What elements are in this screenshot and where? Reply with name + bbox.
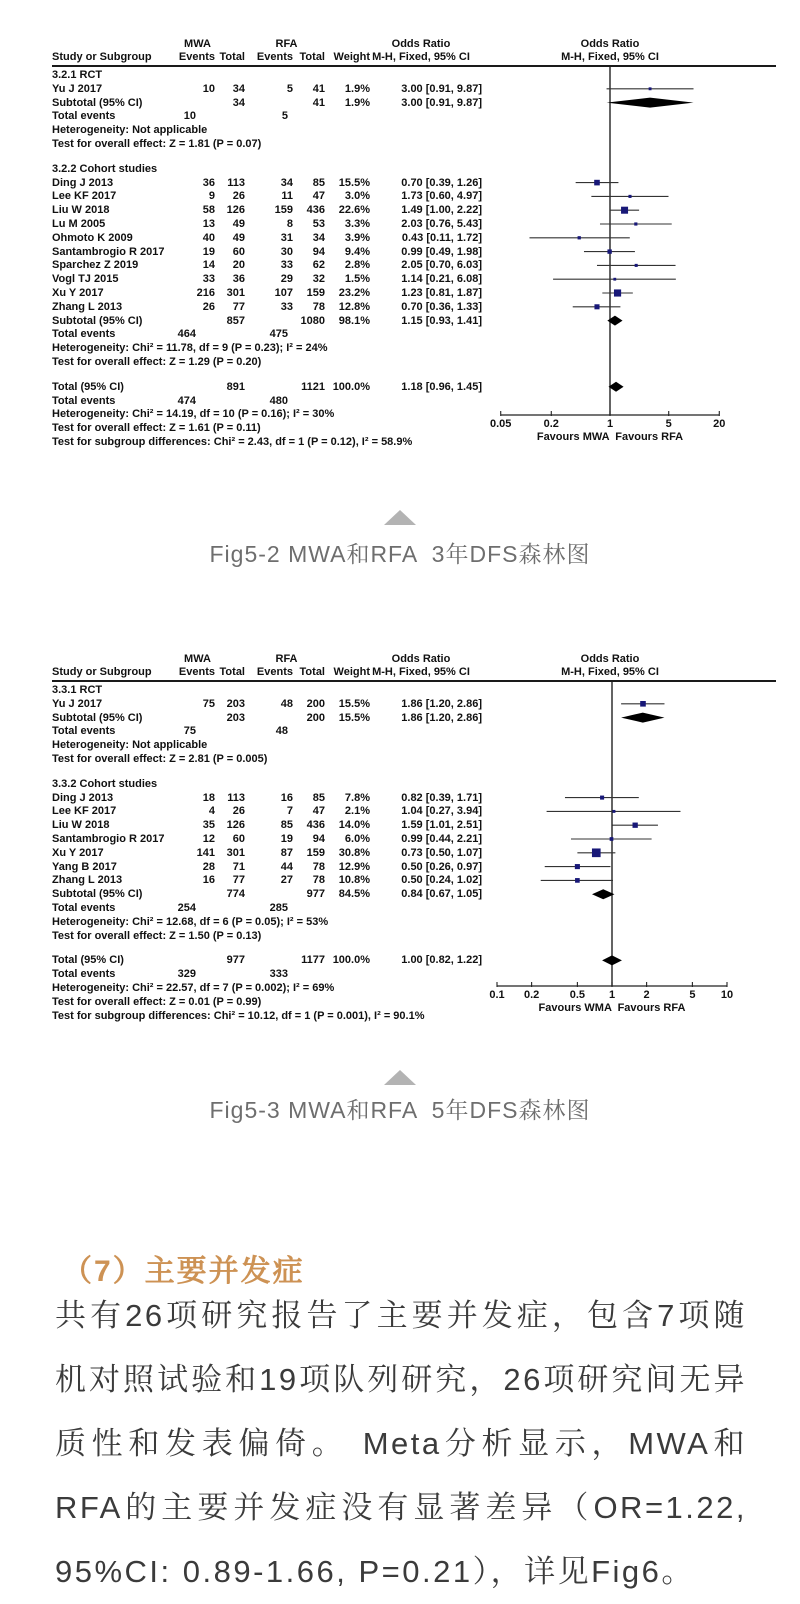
forest-cell: 203 xyxy=(226,711,245,724)
col-header-events-rfa: Events xyxy=(256,666,293,678)
axis-tick-label: 2 xyxy=(643,989,650,1001)
forest-cell: 1.5% xyxy=(344,273,370,286)
forest-cell: 29 xyxy=(280,273,293,286)
cell-or-ci: 1.04 [0.27, 3.94] xyxy=(401,805,482,818)
axis-tick-label: 5 xyxy=(665,418,672,430)
row-label: Total (95% CI) xyxy=(52,380,124,393)
forest-cell: 20 xyxy=(232,259,245,272)
axis-tick-label: 10 xyxy=(720,989,734,1001)
forest-cell: 62 xyxy=(312,259,325,272)
forest-cell: 94 xyxy=(312,245,325,258)
forest-cell: 107 xyxy=(274,287,293,299)
forest-cell: 977 xyxy=(306,888,325,901)
row-label: 3.3.2 Cohort studies xyxy=(52,777,158,790)
row-label: Zhang L 2013 xyxy=(52,300,123,313)
row-label: Test for overall effect: Z = 1.29 (P = 0.20) xyxy=(52,356,262,368)
forest-cell: 60 xyxy=(232,833,245,845)
forest-cell: 13 xyxy=(202,218,215,230)
row-label: 3.2.2 Cohort studies xyxy=(52,162,158,175)
cell-or-ci: 2.05 [0.70, 6.03] xyxy=(401,259,482,272)
cell-or-ci: 1.14 [0.21, 6.08] xyxy=(401,273,482,286)
row-label: Yu J 2017 xyxy=(52,697,103,710)
col-group-rfa: RFA xyxy=(275,653,298,665)
axis-tick-label: 0.1 xyxy=(489,989,505,1001)
row-label: Yang B 2017 xyxy=(52,860,117,873)
row-label: Heterogeneity: Chi² = 22.57, df = 7 (P = 0.002); I² = 69% xyxy=(52,982,335,994)
forest-cell: 28 xyxy=(202,860,215,873)
forest-cell: 3.0% xyxy=(344,190,370,203)
row-label: Heterogeneity: Not applicable xyxy=(52,124,208,137)
forest-cell: 5 xyxy=(281,110,288,123)
forest-cell: 71 xyxy=(232,860,245,873)
forest-cell: 203 xyxy=(226,697,245,710)
forest-cell: 301 xyxy=(226,287,245,299)
forest-cell: 75 xyxy=(202,697,215,710)
forest-cell: 60 xyxy=(232,245,245,258)
plot-header-method: M-H, Fixed, 95% CI xyxy=(561,51,659,63)
forest-cell: 49 xyxy=(232,218,245,230)
forest-cell: 36 xyxy=(202,176,215,189)
forest-cell: 87 xyxy=(280,846,293,859)
forest-cell: 78 xyxy=(312,300,325,313)
forest-cell: 216 xyxy=(196,287,215,299)
forest-cell: 9.4% xyxy=(344,245,370,258)
col-header-method: M-H, Fixed, 95% CI xyxy=(372,51,470,63)
row-label: Xu Y 2017 xyxy=(52,287,104,299)
forest-cell: 26 xyxy=(232,190,245,203)
forest-cell: 22.6% xyxy=(338,204,370,217)
forest-cell: 200 xyxy=(306,697,325,710)
col-header-weight: Weight xyxy=(333,666,370,678)
row-label: Liu W 2018 xyxy=(52,204,110,217)
forest-cell: 285 xyxy=(269,902,288,914)
forest-cell: 857 xyxy=(226,314,245,327)
forest-cell: 159 xyxy=(306,287,325,299)
axis-favours-label: Favours MWA Favours RFA xyxy=(536,431,684,443)
forest-cell: 200 xyxy=(306,711,325,724)
forest-cell: 34 xyxy=(232,82,245,95)
axis-tick-label: 20 xyxy=(713,418,726,430)
forest-cell: 41 xyxy=(312,82,325,95)
col-header-events-mwa: Events xyxy=(178,666,215,678)
cell-or-ci: 1.86 [1.20, 2.86] xyxy=(401,697,482,710)
forest-cell: 126 xyxy=(226,204,245,217)
cell-or-ci: 0.73 [0.50, 1.07] xyxy=(401,846,482,859)
forest-cell: 1.9% xyxy=(344,82,370,95)
cell-or-ci: 1.73 [0.60, 4.97] xyxy=(401,190,482,203)
row-label: Heterogeneity: Chi² = 11.78, df = 9 (P = 0.23); I² = 24% xyxy=(52,342,328,355)
forest-cell: 7 xyxy=(286,805,293,818)
header-rule xyxy=(52,680,776,682)
cell-or-ci: 0.50 [0.24, 1.02] xyxy=(401,874,482,887)
col-group-odds-ratio: Odds Ratio xyxy=(391,38,451,50)
col-header-total-rfa: Total xyxy=(299,51,325,63)
forest-cell: 30.8% xyxy=(338,846,370,859)
cell-or-ci: 1.49 [1.00, 2.22] xyxy=(401,204,482,217)
row-label: Test for overall effect: Z = 1.61 (P = 0.11) xyxy=(52,422,261,435)
forest-cell: 3.3% xyxy=(344,218,370,230)
row-label: Total events xyxy=(52,394,116,407)
forest-cell: 1177 xyxy=(301,954,325,967)
row-label: Test for subgroup differences: Chi² = 10.12, df = 1 (P = 0.001), I² = 90.1% xyxy=(52,1009,425,1022)
forest-cell: 2.8% xyxy=(344,259,370,272)
forest-cell: 333 xyxy=(269,968,288,981)
cell-or-ci: 1.18 [0.96, 1.45] xyxy=(401,380,482,393)
col-group-rfa: RFA xyxy=(275,38,298,50)
forest-cell: 47 xyxy=(312,805,325,818)
forest-plot-fig5-3 xyxy=(0,650,800,1035)
forest-cell: 85 xyxy=(312,791,325,804)
row-label: Total events xyxy=(52,328,116,341)
forest-cell: 10 xyxy=(202,82,215,95)
forest-cell: 301 xyxy=(226,846,245,859)
forest-cell: 254 xyxy=(177,902,196,914)
axis-tick-label: 0.2 xyxy=(543,418,559,430)
axis-tick-label: 0.2 xyxy=(523,989,540,1001)
forest-cell: 15.5% xyxy=(338,176,370,189)
forest-cell: 49 xyxy=(232,231,245,244)
forest-cell: 159 xyxy=(274,204,293,217)
row-label: Total events xyxy=(52,110,116,123)
forest-cell: 14 xyxy=(202,259,215,272)
row-label: Vogl TJ 2015 xyxy=(52,273,119,286)
axis-favours-label: Favours WMA Favours RFA xyxy=(538,1002,686,1014)
forest-cell: 159 xyxy=(306,846,325,859)
forest-cell: 53 xyxy=(312,218,325,230)
collapse-triangle-icon[interactable] xyxy=(384,1070,416,1085)
forest-cell: 2.1% xyxy=(344,805,370,818)
col-header-events-mwa: Events xyxy=(178,51,215,63)
row-label: Heterogeneity: Chi² = 14.19, df = 10 (P = 0.16); I² = 30% xyxy=(52,408,335,421)
cell-or-ci: 1.86 [1.20, 2.86] xyxy=(401,711,482,724)
forest-cell: 18 xyxy=(202,791,215,804)
col-header-total-mwa: Total xyxy=(219,666,245,678)
row-label: Test for overall effect: Z = 0.01 (P = 0.99) xyxy=(52,995,262,1008)
forest-cell: 19 xyxy=(280,833,293,845)
forest-cell: 33 xyxy=(280,300,293,313)
row-label: Test for subgroup differences: Chi² = 2.43, df = 1 (P = 0.12), I² = 58.9% xyxy=(52,436,413,448)
cell-or-ci: 3.00 [0.91, 9.87] xyxy=(401,82,482,95)
forest-cell: 75 xyxy=(183,725,196,738)
figure-caption: Fig5-3 MWA和RFA 5年DFS森林图 xyxy=(209,1097,591,1123)
forest-cell: 32 xyxy=(312,273,325,286)
cell-or-ci: 1.23 [0.81, 1.87] xyxy=(401,287,482,299)
cell-or-ci: 1.15 [0.93, 1.41] xyxy=(401,314,482,327)
axis-tick-label: 1 xyxy=(608,989,616,1001)
forest-cell: 475 xyxy=(269,328,288,341)
forest-cell: 126 xyxy=(226,819,245,832)
forest-cell: 41 xyxy=(312,96,325,109)
cell-or-ci: 3.00 [0.91, 9.87] xyxy=(401,96,482,109)
forest-cell: 480 xyxy=(269,394,288,407)
row-label: 3.3.1 RCT xyxy=(52,684,103,696)
forest-cell: 34 xyxy=(280,176,293,189)
forest-cell: 48 xyxy=(275,725,288,738)
forest-cell: 100.0% xyxy=(332,954,370,967)
figure-caption: Fig5-2 MWA和RFA 3年DFS森林图 xyxy=(209,541,591,567)
row-label: Test for overall effect: Z = 1.81 (P = 0.07) xyxy=(52,138,262,150)
forest-cell: 16 xyxy=(202,874,215,887)
cell-or-ci: 0.43 [0.11, 1.72] xyxy=(401,231,482,244)
forest-cell: 77 xyxy=(232,300,245,313)
col-header-total-mwa: Total xyxy=(219,51,245,63)
forest-cell: 94 xyxy=(312,833,325,845)
forest-cell: 436 xyxy=(306,819,325,832)
cell-or-ci: 0.70 [0.39, 1.26] xyxy=(401,176,482,189)
forest-cell: 464 xyxy=(177,328,196,341)
row-label: Lee KF 2017 xyxy=(52,190,117,203)
row-label: Ding J 2013 xyxy=(52,176,114,189)
forest-cell: 8 xyxy=(286,218,293,230)
forest-cell: 6.0% xyxy=(344,833,370,845)
row-label: Subtotal (95% CI) xyxy=(52,888,143,901)
forest-cell: 3.9% xyxy=(344,231,370,244)
row-label: Santambrogio R 2017 xyxy=(52,245,165,258)
col-header-weight: Weight xyxy=(333,51,370,63)
col-header-events-rfa: Events xyxy=(256,51,293,63)
forest-cell: 44 xyxy=(280,860,293,873)
forest-cell: 47 xyxy=(312,190,325,203)
row-label: Yu J 2017 xyxy=(52,82,103,95)
forest-cell: 23.2% xyxy=(338,287,370,299)
forest-cell: 10.8% xyxy=(338,874,370,887)
col-header-study: Study or Subgroup xyxy=(52,51,152,63)
col-group-mwa: MWA xyxy=(184,38,211,50)
forest-cell: 34 xyxy=(312,231,325,244)
forest-cell: 35 xyxy=(202,819,215,832)
forest-cell: 16 xyxy=(280,791,293,804)
row-label: Lu M 2005 xyxy=(52,218,106,230)
forest-cell: 36 xyxy=(232,273,245,286)
row-label: Total events xyxy=(52,725,116,738)
col-header-total-rfa: Total xyxy=(299,666,325,678)
forest-cell: 78 xyxy=(312,874,325,887)
forest-cell: 19 xyxy=(202,245,215,258)
row-label: Liu W 2018 xyxy=(52,819,110,832)
forest-cell: 58 xyxy=(202,204,215,217)
forest-cell: 141 xyxy=(196,846,215,859)
plot-group-odds-ratio: Odds Ratio xyxy=(580,38,640,50)
cell-or-ci: 0.50 [0.26, 0.97] xyxy=(401,860,482,873)
forest-cell: 436 xyxy=(306,204,325,217)
forest-cell: 1080 xyxy=(300,314,325,327)
forest-cell: 891 xyxy=(226,380,245,393)
row-label: Total (95% CI) xyxy=(52,954,124,967)
forest-cell: 33 xyxy=(202,273,215,286)
row-label: Ohmoto K 2009 xyxy=(52,231,133,244)
forest-cell: 1121 xyxy=(301,380,325,393)
row-label: Xu Y 2017 xyxy=(52,846,104,859)
collapse-triangle-icon[interactable] xyxy=(384,510,416,525)
forest-cell: 78 xyxy=(312,860,325,873)
forest-cell: 11 xyxy=(281,190,293,203)
row-label: Heterogeneity: Not applicable xyxy=(52,739,208,752)
cell-or-ci: 0.99 [0.49, 1.98] xyxy=(401,245,482,258)
forest-cell: 12 xyxy=(202,833,215,845)
cell-or-ci: 0.70 [0.36, 1.33] xyxy=(401,300,482,313)
forest-cell: 34 xyxy=(232,96,245,109)
row-label: Subtotal (95% CI) xyxy=(52,96,143,109)
forest-cell: 12.8% xyxy=(338,300,370,313)
cell-or-ci: 1.59 [1.01, 2.51] xyxy=(401,819,482,832)
forest-cell: 77 xyxy=(232,874,245,887)
plot-header-method: M-H, Fixed, 95% CI xyxy=(561,666,659,678)
cell-or-ci: 1.00 [0.82, 1.22] xyxy=(401,954,482,967)
forest-cell: 1.9% xyxy=(344,96,370,109)
col-group-mwa: MWA xyxy=(184,653,211,665)
forest-cell: 48 xyxy=(280,697,293,710)
row-label: Lee KF 2017 xyxy=(52,805,117,818)
row-label: Subtotal (95% CI) xyxy=(52,711,143,724)
forest-cell: 5 xyxy=(286,82,293,95)
row-label: Test for overall effect: Z = 2.81 (P = 0.005) xyxy=(52,753,268,765)
row-label: Ding J 2013 xyxy=(52,791,114,804)
row-label: Test for overall effect: Z = 1.50 (P = 0.13) xyxy=(52,929,262,942)
body-paragraph: 共有26项研究报告了主要并发症，包含7项随机对照试验和19项队列研究，26项研究间无异质性和发表偏倚。 Meta分析显示，MWA和RFA的主要并发症没有显著差异（OR=1.22, 95%CI: 0.89-1.66, P=0.21），详见Fig6。 xyxy=(55,1298,747,1589)
cell-or-ci: 0.84 [0.67, 1.05] xyxy=(401,888,482,901)
row-label: Total events xyxy=(52,968,116,981)
col-header-method: M-H, Fixed, 95% CI xyxy=(372,666,470,678)
forest-cell: 9 xyxy=(208,190,215,203)
row-label: 3.2.1 RCT xyxy=(52,69,103,81)
forest-cell: 14.0% xyxy=(338,819,370,832)
header-rule xyxy=(52,65,776,67)
row-label: Zhang L 2013 xyxy=(52,874,123,887)
forest-cell: 98.1% xyxy=(338,314,370,327)
plot-group-odds-ratio: Odds Ratio xyxy=(580,653,640,665)
cell-or-ci: 2.03 [0.76, 5.43] xyxy=(401,218,482,230)
forest-cell: 4 xyxy=(208,805,215,818)
forest-plot-fig5-2 xyxy=(0,35,800,460)
axis-tick-label: 5 xyxy=(689,989,696,1001)
section-heading: （7）主要并发症 xyxy=(62,1255,305,1288)
cell-or-ci: 0.99 [0.44, 2.21] xyxy=(401,833,482,845)
forest-cell: 84.5% xyxy=(338,888,370,901)
forest-cell: 15.5% xyxy=(338,697,370,710)
forest-cell: 10 xyxy=(183,110,196,123)
forest-cell: 977 xyxy=(226,954,245,967)
forest-cell: 474 xyxy=(177,394,196,407)
forest-cell: 113 xyxy=(227,176,245,189)
forest-cell: 26 xyxy=(202,300,215,313)
forest-cell: 30 xyxy=(280,245,293,258)
col-header-study: Study or Subgroup xyxy=(52,666,152,678)
forest-cell: 329 xyxy=(177,968,196,981)
forest-cell: 26 xyxy=(232,805,245,818)
col-group-odds-ratio: Odds Ratio xyxy=(391,653,451,665)
forest-cell: 100.0% xyxy=(332,380,370,393)
row-label: Heterogeneity: Chi² = 12.68, df = 6 (P = 0.05); I² = 53% xyxy=(52,915,329,928)
forest-cell: 113 xyxy=(227,791,245,804)
forest-cell: 31 xyxy=(280,231,293,244)
forest-cell: 7.8% xyxy=(344,791,370,804)
axis-tick-label: 0.5 xyxy=(569,989,586,1001)
forest-cell: 12.9% xyxy=(338,860,370,873)
forest-cell: 774 xyxy=(226,888,245,901)
row-label: Total events xyxy=(52,902,116,914)
forest-cell: 27 xyxy=(280,874,293,887)
forest-cell: 85 xyxy=(312,176,325,189)
forest-cell: 85 xyxy=(280,819,293,832)
forest-cell: 40 xyxy=(202,231,215,244)
forest-cell: 33 xyxy=(280,259,293,272)
axis-tick-label: 0.05 xyxy=(489,418,512,430)
row-label: Subtotal (95% CI) xyxy=(52,314,143,327)
cell-or-ci: 0.82 [0.39, 1.71] xyxy=(401,791,482,804)
axis-tick-label: 1 xyxy=(606,418,614,430)
row-label: Sparchez Z 2019 xyxy=(52,259,139,272)
forest-cell: 15.5% xyxy=(338,711,370,724)
row-label: Santambrogio R 2017 xyxy=(52,833,165,845)
